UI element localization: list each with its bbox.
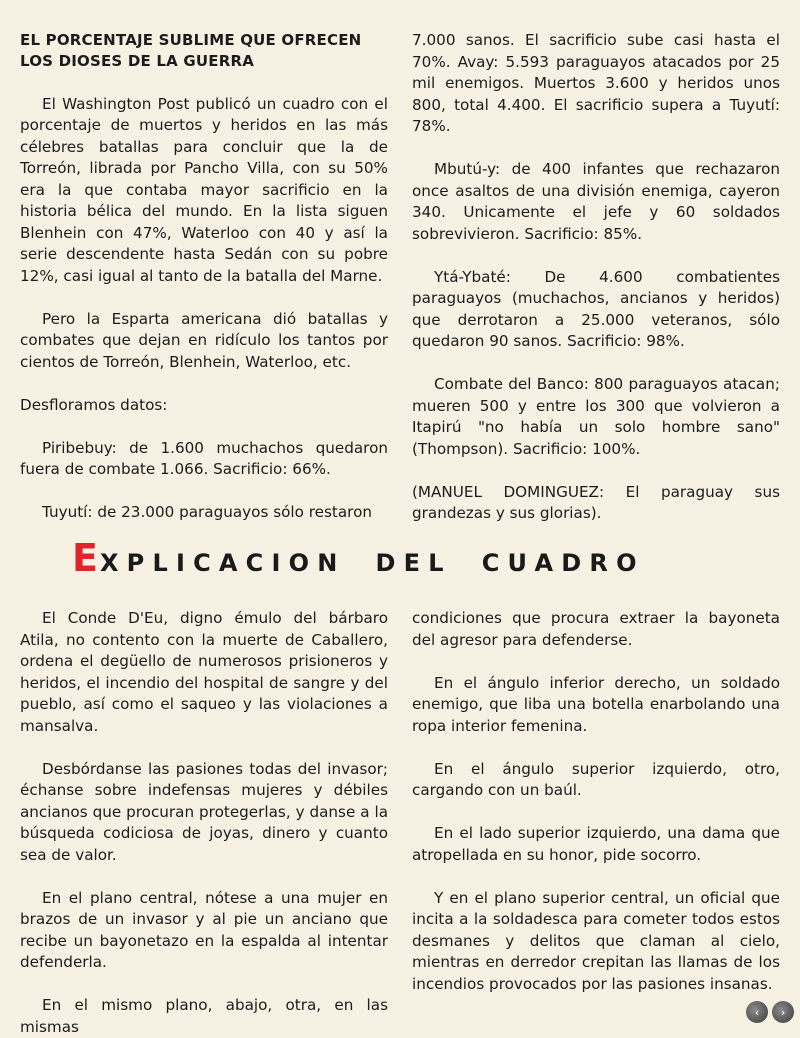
paragraph: En el ángulo inferior derecho, un soldado enemigo, que liba una botella enarbolando una ropa interior femenina.: [412, 673, 780, 735]
title-initial: E: [72, 536, 100, 580]
citation: (MANUEL DOMINGUEZ: El paraguay sus grandezas y sus glorias).: [412, 482, 780, 522]
paragraph: Y en el plano superior central, un oficial que incita a la soldadesca para cometer todos estos desmanes y delitos que claman al cielo, mientras en derredor crepitan las llamas de los incendios provocados por las pasiones insanas.: [412, 888, 780, 993]
paragraph: 7.000 sanos. El sacrificio sube casi hasta el 70%. Avay: 5.593 paraguayos atacados por 25 mil enemigos. Muertos 3.600 y heridos unos 800, total 4.400. El sacrificio supera a Tuyutí: 78%.: [412, 31, 780, 135]
corner-badges: [746, 1001, 794, 1023]
paragraph: condiciones que procura extraer la bayoneta del agresor para defenderse.: [412, 609, 780, 649]
paragraph: Ytá-Ybaté: De 4.600 combatientes paraguayos (muchachos, ancianos y heridos) que derrotaron a 25.000 veteranos, sólo quedaron 90 sanos. Sacrificio: 98%.: [412, 267, 780, 350]
title-word-1: XPLICACION: [99, 549, 346, 577]
top-right-column: [412, 30, 780, 525]
bottom-left-column: [20, 608, 388, 1038]
article-heading: EL PORCENTAJE SUBLIME QUE OFRECEN LOS DIOSES DE LA GUERRA: [20, 31, 362, 70]
paragraph: Piribebuy: de 1.600 muchachos quedaron fuera de combate 1.066. Sacrificio: 66%.: [20, 438, 388, 478]
back-icon[interactable]: ‹: [746, 1001, 768, 1023]
paragraph: Desbórdanse las pasiones todas del invasor; échanse sobre indefensas mujeres y débiles ancianos que procuran protegerlas, y danse a la búsqueda codiciosa de joyas, dinero y cuanto sea de valor.: [20, 759, 388, 864]
forward-icon[interactable]: ›: [772, 1001, 794, 1023]
title-word-3: CUADRO: [481, 549, 645, 577]
top-left-column: [20, 30, 388, 524]
paragraph: En el lado superior izquierdo, una dama que atropellada en su honor, pide socorro.: [412, 824, 780, 864]
bottom-right-column: [412, 608, 780, 995]
section-title: [72, 536, 772, 580]
paragraph: Desfloramos datos:: [20, 395, 168, 414]
paragraph: En el ángulo superior izquierdo, otro, cargando con un baúl.: [412, 759, 780, 799]
paragraph: En el mismo plano, abajo, otra, en las mismas: [20, 996, 388, 1036]
paragraph: En el plano central, nótese a una mujer en brazos de un invasor y al pie un anciano que recibe un bayonetazo en la espalda al intentar defenderla.: [20, 888, 388, 971]
paragraph: Pero la Esparta americana dió batallas y combates que dejan en ridículo los tantos por cientos de Torreón, Blenhein, Waterloo, etc.: [20, 309, 388, 371]
paragraph: El Washington Post publicó un cuadro con el porcentaje de muertos y heridos en las más célebres batallas para concluir que la de Torreón, librada por Pancho Villa, con su 50% era la que contaba mayor sacrificio en la historia bélica del mundo. En la lista siguen Blenhein con 47%, Waterloo con 40 y así la serie descendente hasta Sedán con su pobre 12%, casi igual al tanto de la batalla del Marne.: [20, 94, 388, 285]
paragraph: Combate del Banco: 800 paraguayos atacan; mueren 500 y entre los 300 que volvieron a Itapirú "no había un solo hombre sano" (Thompson). Sacrificio: 100%.: [412, 375, 780, 458]
title-word-2: DEL: [375, 549, 452, 577]
paragraph: El Conde D'Eu, digno émulo del bárbaro Atila, no contento con la muerte de Caballero, ordena el degüello de numerosos prisioneros y heridos, el incendio del hospital de sangre y del pueblo, así como el saqueo y las violaciones a mansalva.: [20, 609, 388, 735]
paragraph: Tuyutí: de 23.000 paraguayos sólo restaron: [42, 503, 372, 521]
paragraph: Mbutú-y: de 400 infantes que rechazaron once asaltos de una división enemiga, cayeron 340. Unicamente el jefe y 60 soldados sobrevivieron. Sacrificio: 85%.: [412, 160, 780, 243]
